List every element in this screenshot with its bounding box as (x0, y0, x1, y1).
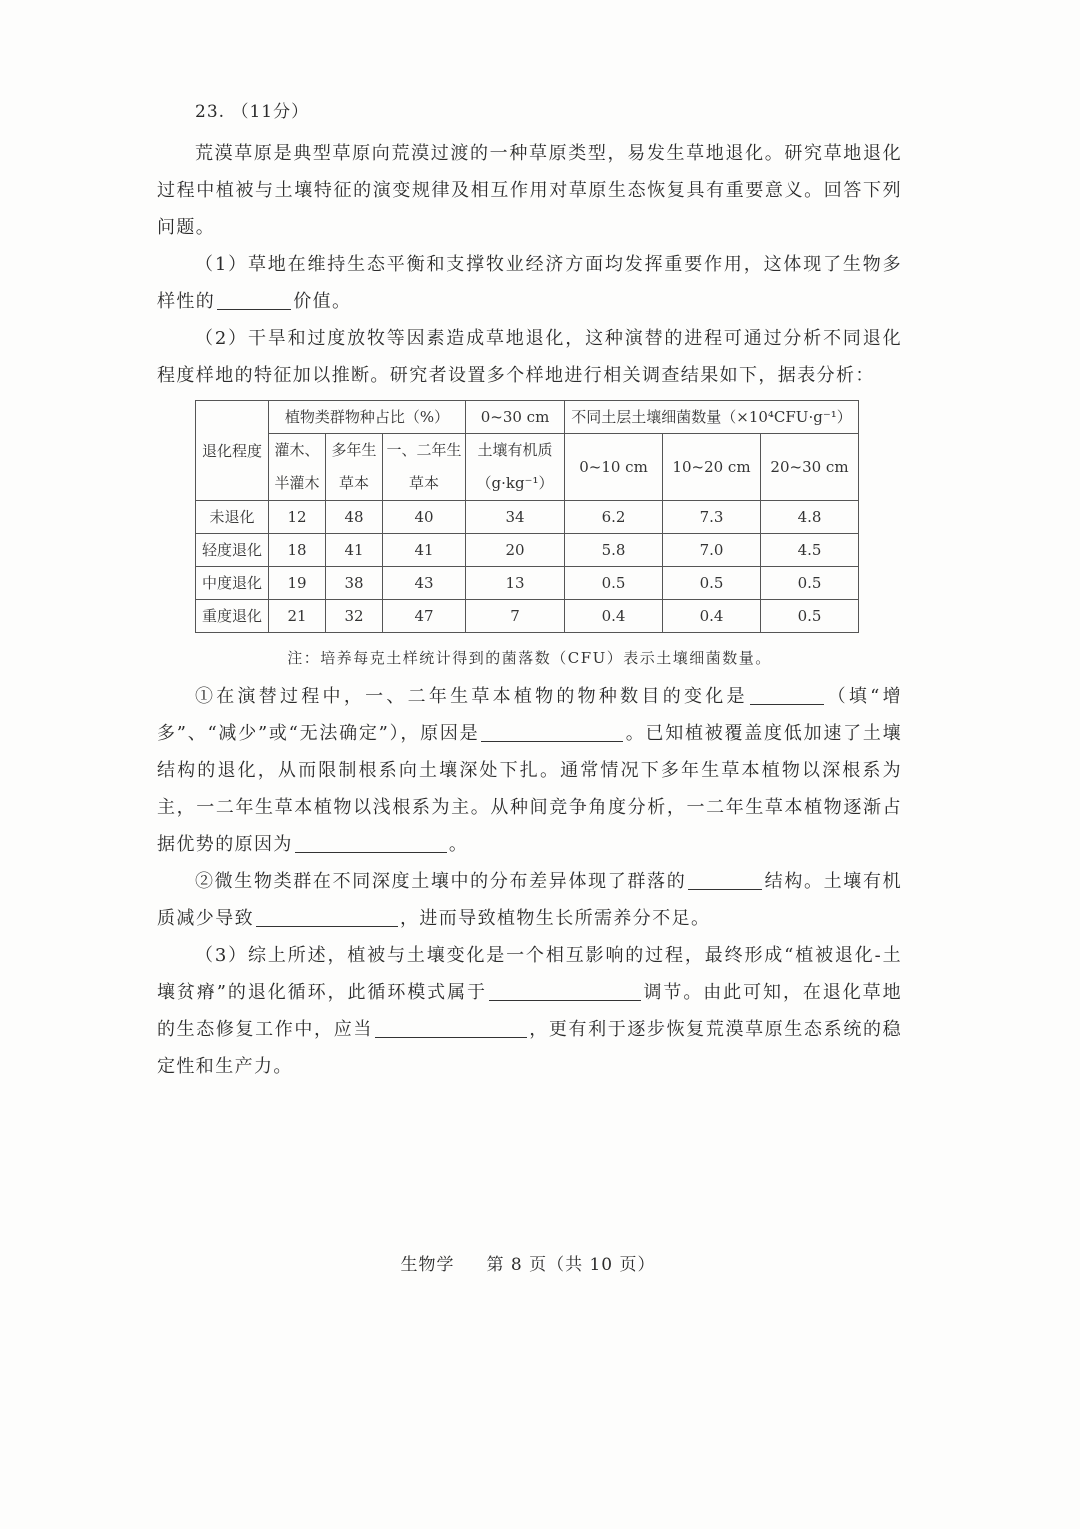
part-2: （2）干旱和过度放牧等因素造成草地退化，这种演替的进程可通过分析不同退化程度样地的特征加以推断。研究者设置多个样地进行相关调查结果如下，据表分析： (157, 328, 902, 386)
row-perennial: 48 (326, 501, 383, 534)
question-title: 23. （11分） (195, 102, 310, 122)
row-annual: 43 (383, 567, 466, 600)
header-perennial: 多年生草本 (326, 434, 383, 501)
footer-page-number: 第 8 页（共 10 页） (486, 1255, 656, 1275)
header-layer-3: 20~30 cm (761, 434, 859, 501)
answer-blank-5[interactable] (688, 888, 762, 890)
part-1-text-a: （1）草地在维持生态平衡和支撑牧业经济方面均发挥重要作用，这体现了生物多样性的 (157, 254, 902, 312)
row-degree: 轻度退化 (196, 534, 269, 567)
answer-blank-6[interactable] (256, 925, 398, 927)
part-3 (157, 937, 902, 1085)
answer-blank-3[interactable] (481, 740, 623, 742)
row-perennial: 32 (326, 600, 383, 633)
header-annual: 一、二年生草本 (383, 434, 466, 501)
sub-question-2 (157, 863, 902, 937)
part3-text-b: 调节。由此可知，在退化草地的生态修复工作中，应当 (157, 982, 902, 1040)
row-layer-3: 0.5 (761, 567, 859, 600)
sub2-text-a: ②微生物类群在不同深度土壤中的分布差异体现了群落的 (195, 871, 687, 892)
header-organic-label: 土壤有机质 (477, 441, 553, 459)
row-layer-3: 4.5 (761, 534, 859, 567)
question-23 (157, 97, 902, 1085)
header-plant-group: 植物类群物种占比（%） (269, 401, 466, 434)
row-organic: 7 (466, 600, 565, 633)
row-degree: 重度退化 (196, 600, 269, 633)
row-perennial: 41 (326, 534, 383, 567)
row-annual: 40 (383, 501, 466, 534)
row-perennial: 38 (326, 567, 383, 600)
row-layer-3: 4.8 (761, 501, 859, 534)
part-1 (157, 246, 902, 320)
row-organic: 34 (466, 501, 565, 534)
row-layer-1: 5.8 (565, 534, 663, 567)
page-footer (0, 1250, 1056, 1275)
sub1-text-d: 。 (448, 834, 469, 855)
answer-blank-1[interactable] (217, 308, 291, 310)
table-row (196, 600, 859, 633)
sub2-text-b: 结构。土壤有机质减少导致 (157, 871, 902, 929)
sub2-text-c: ，进而导致植物生长所需养分不足。 (400, 908, 711, 929)
row-layer-3: 0.5 (761, 600, 859, 633)
answer-blank-2[interactable] (750, 703, 824, 705)
sub1-text-a: ①在演替过程中，一、二年生草本植物的物种数目的变化是 (195, 686, 748, 707)
header-layer-2: 10~20 cm (663, 434, 761, 501)
header-degree: 退化程度 (196, 401, 269, 501)
sub-question-1 (157, 678, 902, 863)
table-row (196, 534, 859, 567)
header-layer-1: 0~10 cm (565, 434, 663, 501)
table-note: 注：培养每克土样统计得到的菌落数（CFU）表示土壤细菌数量。 (287, 649, 772, 667)
footer-subject: 生物学 (400, 1255, 455, 1275)
row-layer-2: 7.0 (663, 534, 761, 567)
row-shrub: 18 (269, 534, 326, 567)
answer-blank-4[interactable] (295, 851, 447, 853)
row-organic: 20 (466, 534, 565, 567)
row-shrub: 19 (269, 567, 326, 600)
row-annual: 41 (383, 534, 466, 567)
row-degree: 中度退化 (196, 567, 269, 600)
answer-blank-7[interactable] (489, 999, 641, 1001)
answer-blank-8[interactable] (375, 1036, 527, 1038)
row-layer-2: 7.3 (663, 501, 761, 534)
header-organic (466, 434, 565, 501)
row-annual: 47 (383, 600, 466, 633)
header-bacteria: 不同土层土壤细菌数量（×10⁴CFU·g⁻¹） (565, 401, 859, 434)
header-organic-unit: （g·kg⁻¹） (476, 474, 554, 492)
row-layer-1: 0.4 (565, 600, 663, 633)
part-1-text-b: 价值。 (293, 291, 352, 312)
survey-table (195, 400, 859, 633)
part3-text-c: ，更有利于逐步恢复荒漠草原生态系统的稳定性和生产力。 (157, 1019, 902, 1077)
sub1-text-b: （填“增多”、“减少”或“无法确定”），原因是 (157, 686, 902, 744)
question-intro: 荒漠草原是典型草原向荒漠过渡的一种草原类型，易发生草地退化。研究草地退化过程中植被与土壤特征的演变规律及相互作用对草原生态恢复具有重要意义。回答下列问题。 (157, 143, 902, 238)
row-layer-2: 0.4 (663, 600, 761, 633)
table-row (196, 567, 859, 600)
row-layer-1: 6.2 (565, 501, 663, 534)
sub1-text-c: 。已知植被覆盖度低加速了土壤结构的退化，从而限制根系向土壤深处下扎。通常情况下多年生草本植物以深根系为主，一二年生草本植物以浅根系为主。从种间竞争角度分析，一二年生草本植物逐渐占据优势的原因为 (157, 723, 903, 855)
part3-text-a: （3）综上所述，植被与土壤变化是一个相互影响的过程，最终形成“植被退化-土壤贫瘠”的退化循环，此循环模式属于 (157, 945, 902, 1003)
header-shrub: 灌木、半灌木 (269, 434, 326, 501)
row-degree: 未退化 (196, 501, 269, 534)
row-shrub: 12 (269, 501, 326, 534)
header-depth: 0~30 cm (466, 401, 565, 434)
row-organic: 13 (466, 567, 565, 600)
table-row (196, 501, 859, 534)
row-layer-1: 0.5 (565, 567, 663, 600)
row-shrub: 21 (269, 600, 326, 633)
row-layer-2: 0.5 (663, 567, 761, 600)
